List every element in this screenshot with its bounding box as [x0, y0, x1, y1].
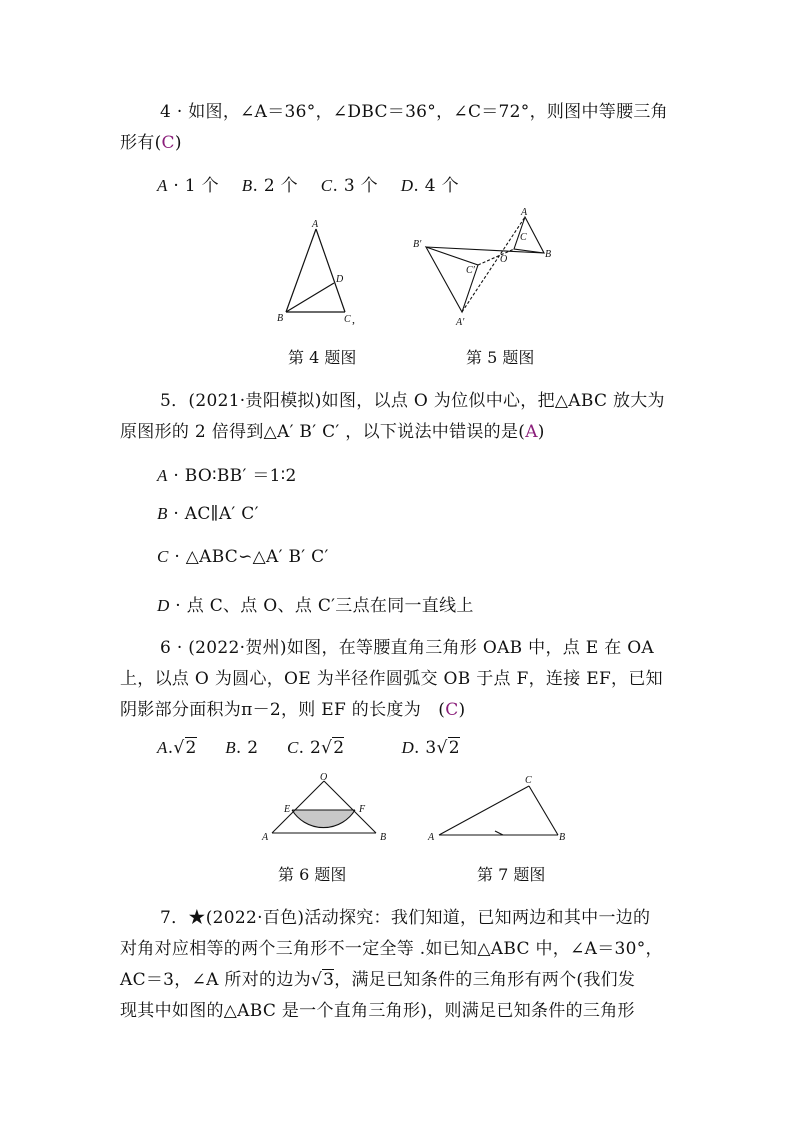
- fig5-caption: 第 5 题图: [466, 348, 535, 367]
- figure-6: [258, 772, 398, 844]
- fig5-label-a2: A′: [456, 317, 465, 328]
- q6-line2: 上，以点 O 为圆心，OE 为半径作圆弧交 OB 于点 F，连接 EF，已知: [120, 669, 663, 689]
- fig4-label-d: D: [336, 274, 344, 285]
- q6-answer: C: [445, 700, 459, 720]
- q4-line2: [120, 128, 182, 153]
- fig6-label-o: O: [320, 772, 328, 783]
- q5-opt-d-text: · 点 C、点 O、点 C′三点在同一直线上: [169, 596, 474, 616]
- fig6-label-f: F: [359, 804, 366, 815]
- fig5-label-b: B: [545, 249, 552, 260]
- fig4-label-c: C: [344, 314, 351, 325]
- figure-4: [270, 215, 380, 330]
- q5-opt-c-letter: C: [157, 547, 169, 566]
- q7-line1: 7．★(2022·百色)活动探究：我们知道，已知两边和其中一边的: [160, 908, 651, 928]
- q4-line2-post: ): [174, 133, 182, 153]
- fig5-triangle-a2b2c2: [426, 247, 478, 312]
- q6-line3: [120, 695, 465, 720]
- fig4-label-a: A: [312, 219, 319, 230]
- fig7-side-ac: [439, 786, 529, 835]
- q4-options: [157, 171, 459, 196]
- q7-line4: 现其中如图的△ABC 是一个直角三角形)，则满足已知条件的三角形: [120, 1001, 635, 1021]
- q6-opt-d-letter: D: [401, 738, 415, 757]
- fig7-label-b: B: [559, 832, 566, 843]
- q7-line3-post: ，满足已知条件的三角形有两个(我们发: [334, 970, 636, 990]
- q4-opt-d: . 4 个: [413, 176, 459, 196]
- q7-line3-pre: AC＝3，∠A 所对的边为: [120, 970, 311, 990]
- fig7-label-a: A: [428, 832, 435, 843]
- q5-line1: 5．(2021·贵阳模拟)如图，以点 O 为位似中心，把△ABC 放大为: [160, 391, 665, 411]
- q6-opt-c-letter: C: [286, 738, 299, 757]
- q5-opt-d-letter: D: [157, 596, 170, 615]
- fig5-line-bb2: [426, 247, 544, 253]
- fig4-label-b: B: [277, 313, 284, 324]
- q5-opt-b-text: · AC∥A′ C′: [167, 504, 259, 524]
- q6-opt-d-pre: . 3: [414, 738, 437, 758]
- q6-opt-a-pre: .: [167, 738, 174, 758]
- q5-line2-post: ): [537, 422, 545, 442]
- fig6-label-a: A: [262, 832, 269, 843]
- q7-line2: 对角对应相等的两个三角形不一定全等 .如已知△ABC 中，∠A＝30°，: [120, 939, 663, 959]
- fig7-tick: [495, 831, 503, 835]
- fig7-caption: 第 7 题图: [477, 865, 546, 884]
- q5-line2-pre: 原图形的 2 倍得到△A′ B′ C′ ，以下说法中错误的是(: [120, 422, 526, 442]
- fig5-label-a: A: [521, 207, 528, 218]
- fig7-side-cb: [529, 786, 558, 835]
- fig4-side-ac: [316, 229, 345, 312]
- q5-opt-a: [157, 461, 297, 486]
- q5-opt-c-text: · △ABC∽△A′ B′ C′: [168, 547, 329, 567]
- q4-line2-pre: 形有(: [120, 133, 162, 153]
- q5-answer: A: [525, 422, 538, 442]
- q6-opt-a-rad: 2: [185, 738, 197, 758]
- q5-line2: [120, 417, 545, 442]
- q6-opt-c-rad: 2: [333, 738, 345, 758]
- fig5-label-b2: B′: [413, 239, 422, 250]
- q6-line3-post: ): [458, 700, 466, 720]
- q6-opt-a-letter: A: [157, 738, 168, 757]
- q6-opt-b: . 2: [235, 738, 259, 758]
- q4-answer: C: [161, 133, 175, 153]
- q6-opt-d-rad: 2: [448, 738, 460, 758]
- figure-7: [425, 772, 575, 844]
- q4-opt-b: . 2 个: [252, 176, 298, 196]
- q7-line3: AC＝3，∠A 所对的边为√3，满足已知条件的三角形有两个(我们发: [120, 970, 636, 990]
- q5-opt-b: [157, 504, 259, 524]
- fig6-label-b: B: [380, 832, 387, 843]
- fig5-label-o: O: [500, 254, 508, 265]
- q5-opt-c: [157, 547, 329, 567]
- fig6-label-e: E: [284, 804, 291, 815]
- fig5-triangle-abc: [514, 217, 544, 253]
- q5-opt-d: [157, 591, 474, 616]
- fig4-side-ab: [286, 229, 316, 312]
- q5-opt-a-letter: A: [157, 466, 168, 485]
- fig6-shaded-region: [292, 810, 355, 828]
- q4-opt-a-letter: A: [157, 176, 168, 195]
- q4-opt-d-letter: D: [400, 176, 414, 195]
- fig6-caption: 第 6 题图: [278, 865, 347, 884]
- figure-5: [410, 205, 560, 330]
- q4-opt-c-letter: C: [320, 176, 333, 195]
- fig4-caption: 第 4 题图: [288, 348, 357, 367]
- q5-opt-b-letter: B: [157, 504, 168, 523]
- q4-line1: 4 · 如图，∠A＝36°，∠DBC＝36°，∠C＝72°，则图中等腰三角: [160, 102, 668, 122]
- q6-line3-pre: 阴影部分面积为π－2，则 EF 的长度为 (: [120, 700, 446, 720]
- q5-opt-a-text: · BO∶BB′ ＝1∶2: [167, 466, 297, 486]
- q4-opt-c: . 3 个: [332, 176, 378, 196]
- q6-line1: 6 · (2022·贺州)如图，在等腰直角三角形 OAB 中，点 E 在 OA: [160, 638, 655, 658]
- fig5-label-c: C: [520, 232, 527, 243]
- q4-opt-a: · 1 个: [167, 176, 219, 196]
- q6-options: A.√2 B. 2 C. 2√2 D. 3√2: [157, 738, 460, 758]
- q6-opt-b-letter: B: [225, 738, 236, 757]
- q6-opt-c-pre: . 2: [298, 738, 322, 758]
- fig4-comma: ,: [352, 312, 355, 326]
- q7-line3-rad: 3: [323, 970, 335, 990]
- fig5-label-c2: C′: [466, 265, 475, 276]
- q4-opt-b-letter: B: [241, 176, 253, 195]
- fig7-label-c: C: [525, 775, 532, 786]
- fig4-segment-bd: [286, 283, 334, 312]
